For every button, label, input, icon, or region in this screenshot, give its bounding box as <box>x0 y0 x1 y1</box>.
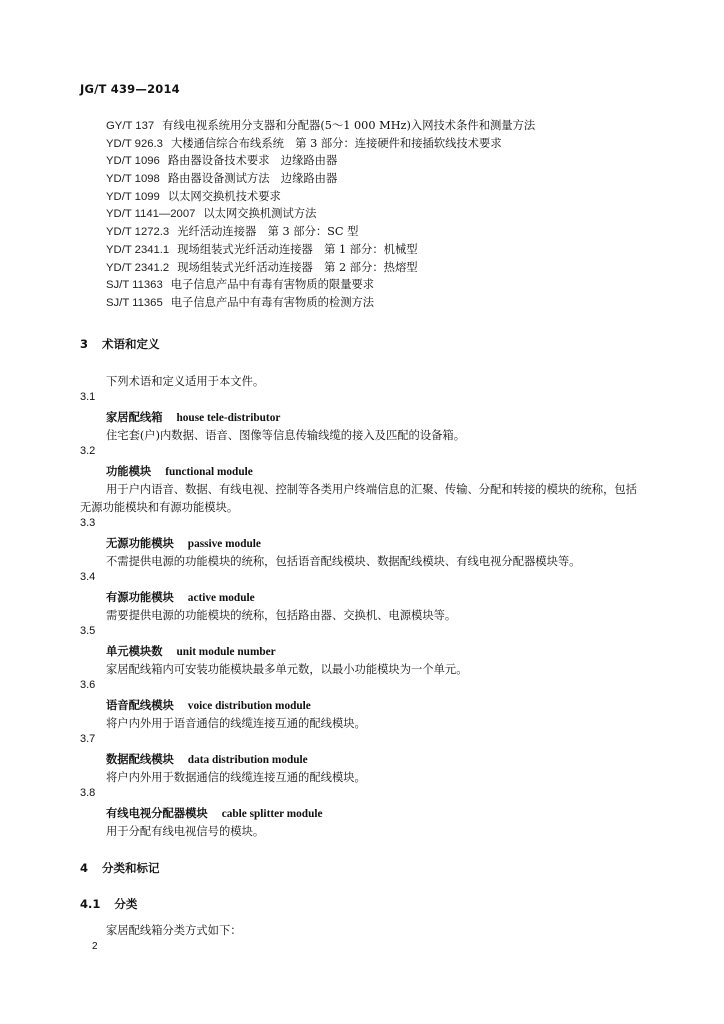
term-name <box>106 589 255 605</box>
term-name-en: data distribution module <box>187 754 308 766</box>
reference-title: 以太网交换机技术要求 <box>167 189 281 203</box>
term-definition: 住宅套(户)内数据、语音、图像等信息传输线缆的接入及匹配的设备箱。 <box>106 429 466 442</box>
term-number: 3.8 <box>80 787 96 799</box>
term-number: 3.4 <box>80 571 96 583</box>
reference-title: 现场组装式光纤活动连接器 第 2 部分：热熔型 <box>177 260 418 274</box>
term-name <box>106 805 323 821</box>
section-number: 3 <box>80 337 89 351</box>
term-name <box>106 463 253 479</box>
reference-title: 光纤活动连接器 第 3 部分：SC 型 <box>177 225 359 239</box>
reference-title: 有线电视系统用分支器和分配器(5～1 000 MHz)入网技术条件和测量方法 <box>162 119 536 132</box>
reference-item <box>106 135 535 153</box>
term-name <box>106 697 311 713</box>
term-name-zh: 家居配线箱 <box>106 410 163 424</box>
standard-code-header: JG/T 439—2014 <box>80 82 180 96</box>
term-name-zh: 有线电视分配器模块 <box>106 806 208 820</box>
reference-title: 以太网交换机测试方法 <box>203 207 317 221</box>
section-title: 分类和标记 <box>102 861 160 875</box>
reference-item <box>106 223 535 241</box>
section-3-heading <box>80 336 160 352</box>
reference-item <box>106 241 535 259</box>
subsection-4-1-heading <box>80 896 137 912</box>
term-name-zh: 语音配线模块 <box>106 698 174 712</box>
reference-title: 电子信息产品中有毒有害物质的限量要求 <box>170 278 375 292</box>
term-number: 3.3 <box>80 517 96 529</box>
reference-item <box>106 152 535 170</box>
reference-item <box>106 259 535 277</box>
reference-code: YD/T 1096 <box>106 155 160 168</box>
term-name-en: active module <box>187 592 255 604</box>
term-name-en: voice distribution module <box>187 700 311 712</box>
reference-title: 大楼通信综合布线系统 第 3 部分：连接硬件和接插软线技术要求 <box>170 136 502 150</box>
term-name-en: functional module <box>165 466 253 478</box>
term-number: 3.1 <box>80 391 96 403</box>
reference-item <box>106 188 535 206</box>
term-name <box>106 751 308 767</box>
term-definition: 用于分配有线电视信号的模块。 <box>106 825 265 838</box>
term-name-en: passive module <box>187 538 261 550</box>
term-name-zh: 无源功能模块 <box>106 536 174 550</box>
reference-code: YD/T 1141—2007 <box>106 208 196 221</box>
term-definition: 家居配线箱内可安装功能模块最多单元数，以最小功能模块为一个单元。 <box>106 663 468 676</box>
reference-code: YD/T 2341.2 <box>106 261 170 274</box>
reference-code: YD/T 2341.1 <box>106 243 170 256</box>
reference-code: YD/T 1099 <box>106 190 160 203</box>
section-number: 4 <box>80 861 89 875</box>
term-definition: 需要提供电源的功能模块的统称，包括路由器、交换机、电源模块等。 <box>106 609 457 622</box>
reference-code: SJ/T 11365 <box>106 296 163 309</box>
term-number: 3.5 <box>80 625 96 637</box>
term-name-zh: 有源功能模块 <box>106 590 174 604</box>
term-definition: 将户内外用于数据通信的线缆连接互通的配线模块。 <box>106 771 366 784</box>
reference-code: GY/T 137 <box>106 120 155 132</box>
normative-references-list <box>106 117 535 312</box>
term-name <box>106 643 276 659</box>
subsection-4-1-intro: 家居配线箱分类方式如下： <box>106 924 242 937</box>
section-title: 术语和定义 <box>102 337 160 351</box>
page-number: 2 <box>92 941 98 952</box>
section-3-intro: 下列术语和定义适用于本文件。 <box>106 375 265 388</box>
term-name <box>106 409 280 425</box>
term-number: 3.2 <box>80 445 96 457</box>
reference-title: 现场组装式光纤活动连接器 第 1 部分：机械型 <box>177 242 418 256</box>
reference-title: 路由器设备测试方法 边缘路由器 <box>167 172 338 186</box>
term-name-zh: 功能模块 <box>106 464 152 478</box>
reference-code: YD/T 1098 <box>106 173 160 186</box>
reference-code: SJ/T 11363 <box>106 279 163 292</box>
reference-title: 路由器设备技术要求 边缘路由器 <box>167 154 338 168</box>
term-number: 3.6 <box>80 679 96 691</box>
reference-item <box>106 117 535 135</box>
reference-item <box>106 276 535 294</box>
section-4-heading <box>80 860 160 876</box>
term-definition: 将户内外用于语音通信的线缆连接互通的配线模块。 <box>106 717 366 730</box>
term-name-en: house tele-distributor <box>176 412 281 424</box>
term-name <box>106 535 261 551</box>
subsection-number: 4.1 <box>80 897 101 911</box>
reference-item <box>106 205 535 223</box>
term-name-en: unit module number <box>176 646 276 658</box>
term-definition: 用于户内语音、数据、有线电视、控制等各类用户终端信息的汇聚、传输、分配和转接的模块的统称，包括无源功能模块和有源功能模块。 <box>80 483 637 514</box>
term-name-zh: 数据配线模块 <box>106 752 174 766</box>
reference-code: YD/T 926.3 <box>106 137 163 150</box>
subsection-title: 分类 <box>114 897 138 911</box>
term-name-en: cable splitter module <box>221 808 323 820</box>
term-number: 3.7 <box>80 733 96 745</box>
reference-title: 电子信息产品中有毒有害物质的检测方法 <box>170 295 375 309</box>
term-definition: 不需提供电源的功能模块的统称，包括语音配线模块、数据配线模块、有线电视分配器模块等。 <box>106 555 581 568</box>
term-name-zh: 单元模块数 <box>106 644 163 658</box>
reference-item <box>106 170 535 188</box>
reference-code: YD/T 1272.3 <box>106 226 170 239</box>
reference-item <box>106 294 535 312</box>
